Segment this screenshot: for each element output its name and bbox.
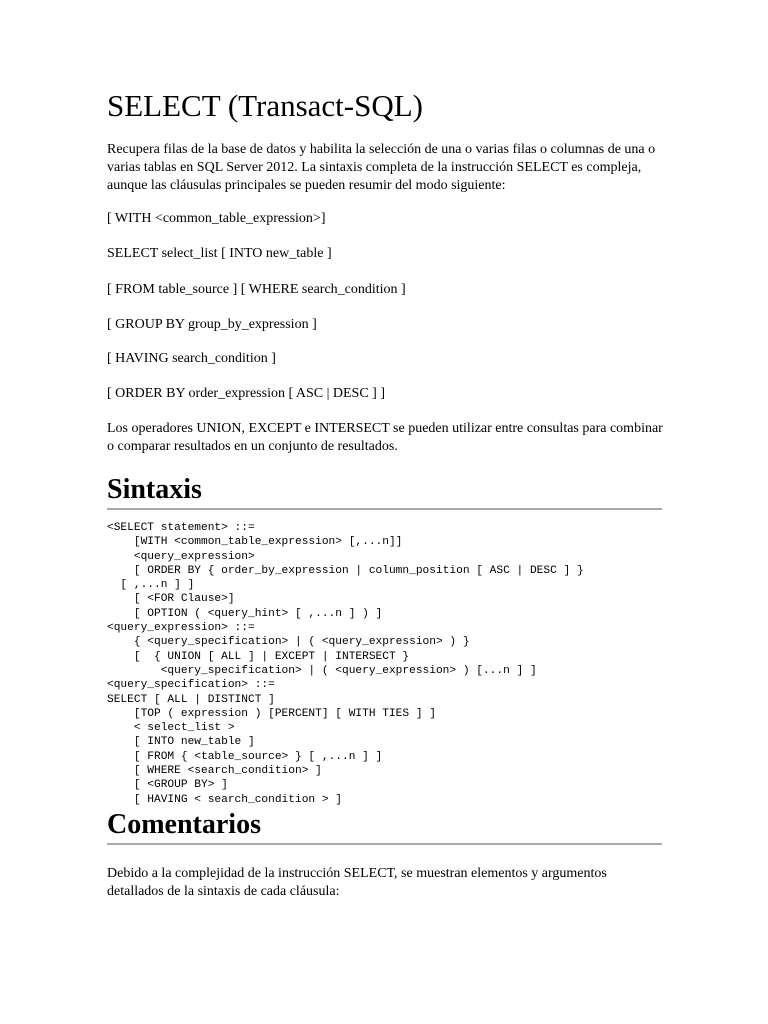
comments-paragraph: Debido a la complejidad de la instrucción SELECT, se muestran elementos y argumentos detallados de la sintaxis de cada cláusula: — [107, 866, 611, 899]
syntax-heading: Sintaxis — [107, 473, 662, 510]
clause-having: [ HAVING search_condition ] — [107, 351, 276, 366]
clause-select: SELECT select_list [ INTO new_table ] — [107, 246, 332, 261]
clause-order-by: [ ORDER BY order_expression [ ASC | DESC ] ] — [107, 386, 385, 401]
syntax-code-block: <SELECT statement> ::= [WITH <common_table_expression> [,...n]] <query_expression> [ ORDER BY { order_by_expression | column_position [ ASC | DESC ] } [ ,...n ] ] [ <FOR Clause>] [ OPTION ( <query_hint> [ ,...n ] ) ] <query_expression> ::= { <query_specification> | ( <query_expression> ) } [ { UNION [ ALL ] | EXCEPT | INTERSECT } <query_specification> | ( <query_expression> ) [...n ] ] <query_specification> ::= SELECT [ ALL | DISTINCT ] [TOP ( expression ) [PERCENT] [ WITH TIES ] ] < select_list > [ INTO new_table ] [ FROM { <table_source> } [ ,...n ] ] [ WHERE <search_condition> ] [ <GROUP BY> ] [ HAVING < search_condition > ] — [107, 522, 584, 806]
page-title: SELECT (Transact-SQL) — [107, 88, 424, 123]
clause-group-by: [ GROUP BY group_by_expression ] — [107, 317, 317, 332]
clause-from-where: [ FROM table_source ] [ WHERE search_condition ] — [107, 282, 406, 297]
comments-heading: Comentarios — [107, 808, 662, 845]
operators-paragraph: Los operadores UNION, EXCEPT e INTERSECT se pueden utilizar entre consultas para combinar o comparar resultados en un conjunto de resultados. — [107, 421, 667, 454]
intro-paragraph: Recupera filas de la base de datos y habilita la selección de una o varias filas o columnas de una o varias tablas en SQL Server 2012. La sintaxis completa de la instrucción SELECT es compleja, aunque las cláusulas principales se pueden resumir del modo siguiente: — [107, 142, 659, 193]
clause-with: [ WITH <common_table_expression>] — [107, 211, 326, 226]
